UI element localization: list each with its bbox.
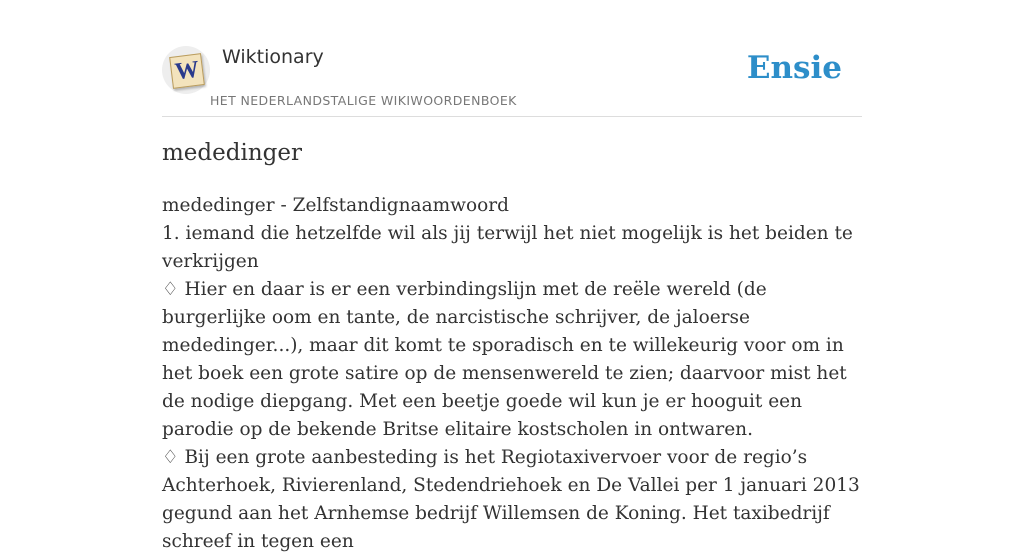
example-sentence: ♢ Hier en daar is er een verbindingslijn met de reële wereld (de burgerlijke oom en tante, de narcistische schrijver, de jaloerse mededinger...), maar dit komt te sporadisch en te willekeurig voor om in het boek een grote satire op de mensenwereld te zien; daarvoor mist het de nodige diepgang. Met een beetje goede wil kun je er hooguit een parodie op de bekende Britse elitaire kostscholen in ontwaren. bbox=[162, 279, 847, 440]
logo-letter: W bbox=[173, 56, 201, 86]
definition: 1. iemand die hetzelfde wil als jij terwijl het niet mogelijk is het beiden te verkrijgen bbox=[162, 223, 853, 272]
site-name[interactable]: Wiktionary bbox=[222, 46, 324, 68]
wiktionary-logo-icon[interactable] bbox=[162, 46, 210, 94]
example-sentence: ♢ Bij een grote aanbesteding is het Regiotaxivervoer voor de regio’s Achterhoek, Rivierenland, Stedendriehoek en De Vallei per 1 januari 2013 gegund aan het Arnhemse bedrijf Willemsen de Koning. Het taxibedrijf schreef in tegen een bbox=[162, 447, 860, 552]
page bbox=[162, 0, 862, 552]
ensie-brand-link[interactable]: Ensie bbox=[746, 50, 842, 86]
page-title: mededinger bbox=[162, 140, 302, 166]
entry-content bbox=[162, 192, 862, 556]
site-subtitle: HET NEDERLANDSTALIGE WIKIWOORDENBOEK bbox=[210, 93, 517, 108]
logo-tile bbox=[169, 53, 205, 89]
site-header bbox=[162, 0, 862, 117]
part-of-speech-line: mededinger - Zelfstandignaamwoord bbox=[162, 195, 509, 216]
